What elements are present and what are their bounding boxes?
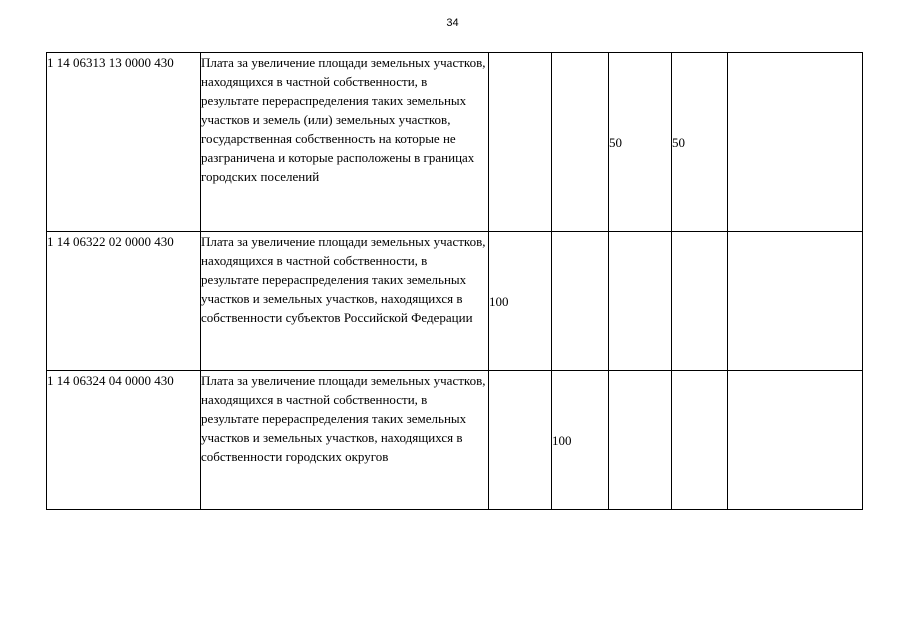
value-cell: [672, 232, 728, 371]
page-number: 34: [446, 17, 459, 29]
description-cell: Плата за увеличение площади земельных участков, находящихся в частной собственности, в результате перераспределения таких земельных участков и земель (или) земельных участков, государственная собственность на которые не разграничена и которые расположены в границах городских поселений: [201, 53, 489, 232]
value-cell: [672, 371, 728, 510]
table-row: [47, 53, 863, 232]
budget-table: [46, 52, 863, 510]
value-cell: 100: [552, 371, 609, 510]
value-cell: [728, 53, 863, 232]
value-cell: [489, 53, 552, 232]
budget-code-cell: 1 14 06313 13 0000 430: [47, 53, 201, 232]
value-cell: [552, 53, 609, 232]
value-cell: [609, 371, 672, 510]
value-cell: [489, 371, 552, 510]
budget-code-cell: 1 14 06324 04 0000 430: [47, 371, 201, 510]
value-cell: [552, 232, 609, 371]
description-cell: Плата за увеличение площади земельных участков, находящихся в частной собственности, в результате перераспределения таких земельных участков и земельных участков, находящихся в собственности субъектов Российской Федерации: [201, 232, 489, 371]
table-row: [47, 232, 863, 371]
value-cell: [728, 232, 863, 371]
table-row: [47, 371, 863, 510]
budget-code-cell: 1 14 06322 02 0000 430: [47, 232, 201, 371]
value-cell: [609, 232, 672, 371]
value-cell: 50: [609, 53, 672, 232]
value-cell: 100: [489, 232, 552, 371]
value-cell: 50: [672, 53, 728, 232]
description-cell: Плата за увеличение площади земельных участков, находящихся в частной собственности, в результате перераспределения таких земельных участков и земельных участков, находящихся в собственности городских округов: [201, 371, 489, 510]
value-cell: [728, 371, 863, 510]
